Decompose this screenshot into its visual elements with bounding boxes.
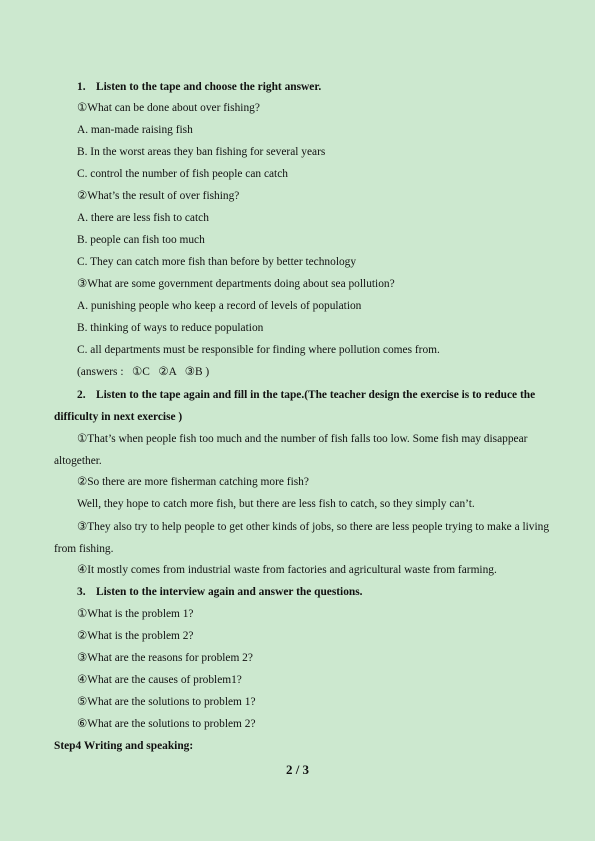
q3-option-b: B. thinking of ways to reduce population [77,322,264,334]
q1-option-c: C. control the number of fish people can catch [77,168,288,180]
section3-question-6: ⑥What are the solutions to problem 2? [77,718,256,730]
question-2: ②What’s the result of over fishing? [77,190,240,202]
fill-in-paragraph-5: ④It mostly comes from industrial waste from factories and agricultural waste from farming. [77,564,497,576]
q2-option-c: C. They can catch more fish than before by better technology [77,256,357,268]
section3-number: 3. [77,586,86,598]
fill-in-paragraph-1: ①That’s when people fish too much and the number of fish falls too low. Some fish may disappear altogether. [54,433,528,467]
q3-option-c: C. all departments must be responsible for finding where pollution comes from. [77,344,440,356]
section2-heading [54,384,555,428]
section3-question-3: ③What are the reasons for problem 2? [77,652,253,664]
fill-in-paragraph-4: ③They also try to help people to get other kinds of jobs, so there are less people trying to make a living from fishing. [54,521,550,555]
step4-heading: Step4 Writing and speaking: [54,740,194,752]
section3-question-5: ⑤What are the solutions to problem 1? [77,696,256,708]
section3-heading-text: Listen to the interview again and answer the questions. [96,586,363,598]
section1-number: 1. [77,81,86,93]
answers-line: (answers : ①C ②A ③B ) [77,366,210,378]
section2-heading-text: Listen to the tape again and fill in the tape.(The teacher design the exercise is to reduce the difficulty in next exercise ) [54,389,536,423]
q2-option-a: A. there are less fish to catch [77,212,209,224]
page-number: 2 / 3 [285,762,310,777]
section3-question-2: ②What is the problem 2? [77,630,194,642]
section3-question-4: ④What are the causes of problem1? [77,674,242,686]
q1-option-a: A. man-made raising fish [77,124,193,136]
section3-heading [77,585,555,599]
q2-option-b: B. people can fish too much [77,234,205,246]
section1-heading-text: Listen to the tape and choose the right answer. [96,81,322,93]
q3-option-a: A. punishing people who keep a record of levels of population [77,300,362,312]
question-1: ①What can be done about over fishing? [77,102,260,114]
section2-number: 2. [77,389,86,401]
fill-in-paragraph-2: ②So there are more fisherman catching more fish? [77,476,309,488]
section3-question-1: ①What is the problem 1? [77,608,194,620]
question-3: ③What are some government departments doing about sea pollution? [77,278,395,290]
section1-heading [77,80,555,94]
q1-option-b: B. In the worst areas they ban fishing for several years [77,146,326,158]
fill-in-paragraph-3: Well, they hope to catch more fish, but there are less fish to catch, so they simply can’t. [77,498,475,510]
